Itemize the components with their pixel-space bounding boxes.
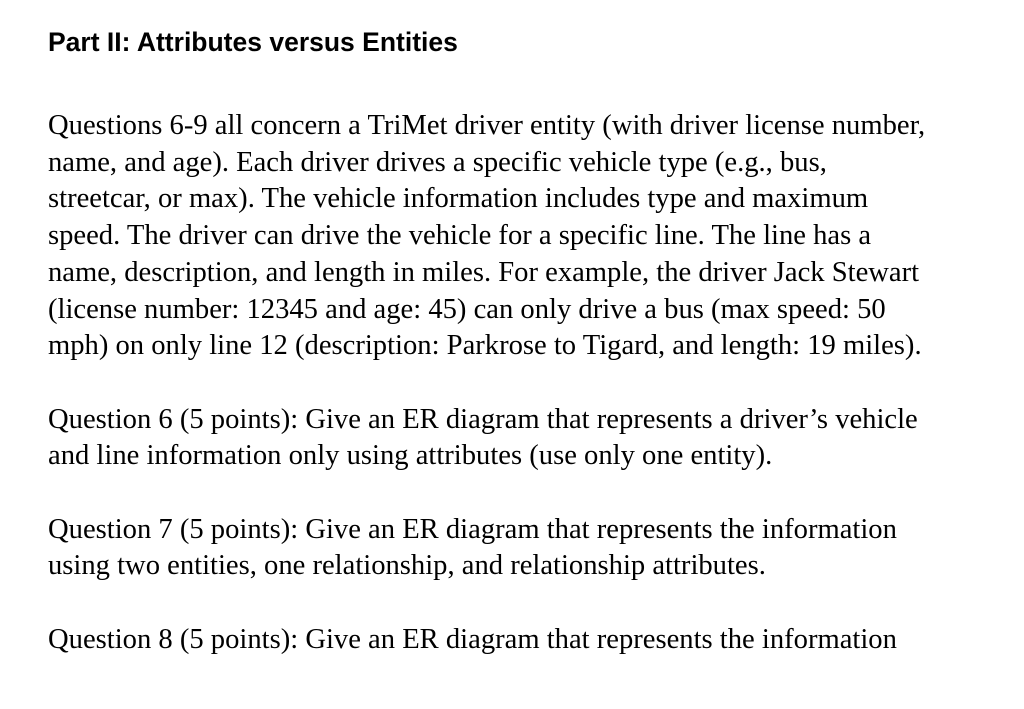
question-7	[48, 512, 1008, 585]
document-page	[48, 22, 1008, 659]
question-6	[48, 402, 1008, 475]
text-line: (license number: 12345 and age: 45) can only drive a bus (max speed: 50	[48, 293, 886, 325]
text-line: using two entities, one relationship, and relationship attributes.	[48, 550, 766, 582]
paragraph-spacer	[48, 475, 1008, 512]
text-line: mph) on only line 12 (description: Parkrose to Tigard, and length: 19 miles).	[48, 330, 922, 362]
intro-paragraph	[48, 108, 1008, 365]
text-line: Question 8 (5 points): Give an ER diagram that represents the information	[48, 623, 897, 655]
text-line: and line information only using attributes (use only one entity).	[48, 440, 773, 472]
text-line: name, and age). Each driver drives a specific vehicle type (e.g., bus,	[48, 146, 827, 178]
text-line: streetcar, or max). The vehicle information includes type and maximum	[48, 183, 869, 215]
text-line: name, description, and length in miles. For example, the driver Jack Stewart	[48, 256, 920, 288]
text-line: Question 7 (5 points): Give an ER diagram that represents the information	[48, 513, 897, 545]
section-heading: Part II: Attributes versus Entities	[48, 27, 458, 57]
paragraph-spacer	[48, 365, 1008, 402]
paragraph-spacer	[48, 585, 1008, 622]
question-8	[48, 622, 1008, 659]
text-line: speed. The driver can drive the vehicle for a specific line. The line has a	[48, 220, 872, 252]
text-line: Question 6 (5 points): Give an ER diagram that represents a driver’s vehicle	[48, 403, 918, 435]
text-line: Questions 6-9 all concern a TriMet driver entity (with driver license number,	[48, 110, 926, 141]
